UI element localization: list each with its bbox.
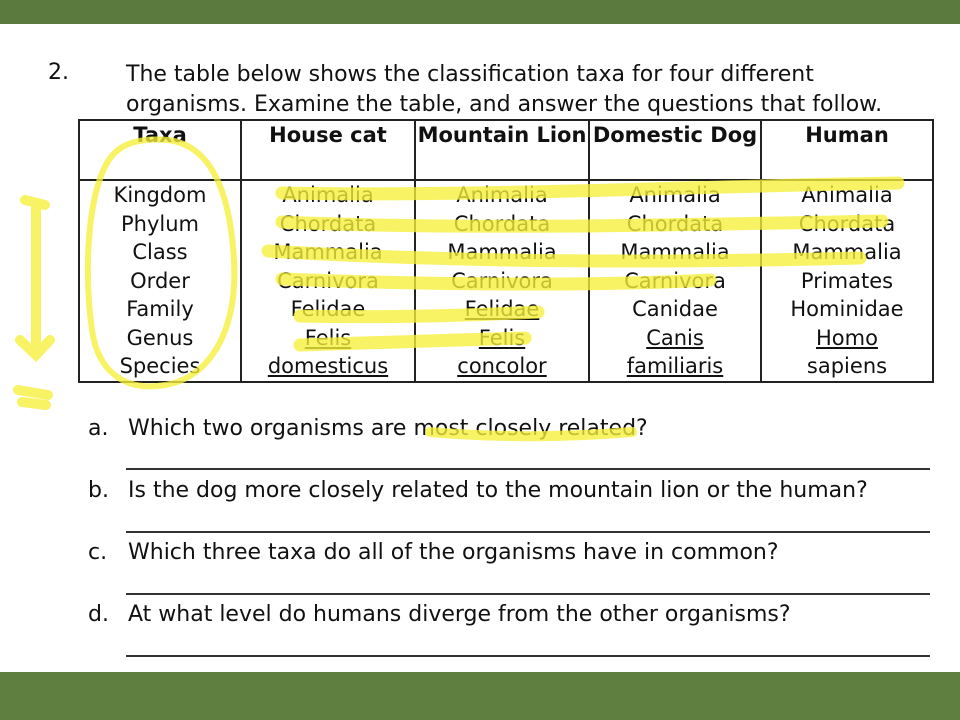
taxa-kingdom: Kingdom <box>113 183 207 207</box>
mountain-lion-family: Felidae <box>464 297 540 321</box>
taxa-genus: Genus <box>126 325 194 350</box>
domestic-dog-class: Mammalia <box>620 240 730 264</box>
top-green-band <box>0 0 960 24</box>
header-domestic-dog: Domestic Dog <box>589 120 761 180</box>
mountain-lion-class: Mammalia <box>447 240 557 264</box>
answer-line-d[interactable] <box>126 655 930 657</box>
header-house-cat: House cat <box>241 120 415 180</box>
subquestion-c-text: Which three taxa do all of the organisms have in common? <box>128 540 779 565</box>
question-prompt: The table below shows the classification taxa for four different organisms. Examine the table, and answer the questions that follow. <box>126 62 883 117</box>
subquestion-b-letter: b. <box>88 478 109 503</box>
mountain-lion-column <box>415 180 589 382</box>
answer-line-b[interactable] <box>126 531 930 533</box>
subquestion-a-letter: a. <box>88 416 109 441</box>
bottom-green-band <box>0 672 960 720</box>
domestic-dog-order: Carnivora <box>624 268 726 293</box>
table-header-row <box>79 120 933 180</box>
house-cat-kingdom: Animalia <box>282 183 374 207</box>
human-kingdom: Animalia <box>801 183 893 207</box>
house-cat-genus: Felis <box>304 325 352 350</box>
mountain-lion-species: concolor <box>457 354 547 378</box>
house-cat-family: Felidae <box>290 297 366 321</box>
human-genus: Homo <box>816 325 878 350</box>
domestic-dog-genus: Canis <box>646 325 704 350</box>
answer-line-a[interactable] <box>126 468 930 470</box>
taxa-column <box>79 180 241 382</box>
domestic-dog-kingdom: Animalia <box>629 183 721 207</box>
header-taxa: Taxa <box>79 120 241 180</box>
house-cat-phylum: Chordata <box>279 211 377 236</box>
domestic-dog-column <box>589 180 761 382</box>
domestic-dog-phylum: Chordata <box>626 211 724 236</box>
answer-line-c[interactable] <box>126 593 930 595</box>
domestic-dog-species: familiaris <box>626 354 724 378</box>
domestic-dog-family: Canidae <box>632 297 718 321</box>
classification-table <box>78 119 934 383</box>
subquestion-d-letter: d. <box>88 602 109 627</box>
house-cat-class: Mammalia <box>273 240 383 264</box>
mountain-lion-genus: Felis <box>478 325 526 350</box>
mountain-lion-order: Carnivora <box>451 268 553 293</box>
mountain-lion-phylum: Chordata <box>453 211 551 236</box>
header-human: Human <box>761 120 933 180</box>
human-phylum: Chordata <box>798 211 896 236</box>
subquestion-d-text: At what level do humans diverge from the other organisms? <box>128 602 791 627</box>
human-class: Mammalia <box>792 240 902 264</box>
mountain-lion-kingdom: Animalia <box>456 183 548 207</box>
header-mountain-lion: Mountain Lion <box>415 120 589 180</box>
taxa-order: Order <box>130 268 190 293</box>
table-body-row <box>79 180 933 382</box>
house-cat-column <box>241 180 415 382</box>
human-column <box>761 180 933 382</box>
house-cat-order: Carnivora <box>277 268 379 293</box>
human-species: sapiens <box>806 354 888 378</box>
subquestion-b-text: Is the dog more closely related to the mountain lion or the human? <box>128 478 868 503</box>
taxa-family: Family <box>126 297 194 321</box>
taxa-class: Class <box>132 240 188 264</box>
taxa-species: Species <box>119 354 201 378</box>
subquestion-c-letter: c. <box>88 540 108 565</box>
question-number: 2. <box>48 60 69 85</box>
human-order: Primates <box>800 268 894 293</box>
house-cat-species: domesticus <box>267 354 389 378</box>
subquestion-a-text: Which two organisms are most closely related? <box>128 416 648 441</box>
human-family: Hominidae <box>790 297 904 321</box>
taxa-phylum: Phylum <box>120 211 199 236</box>
